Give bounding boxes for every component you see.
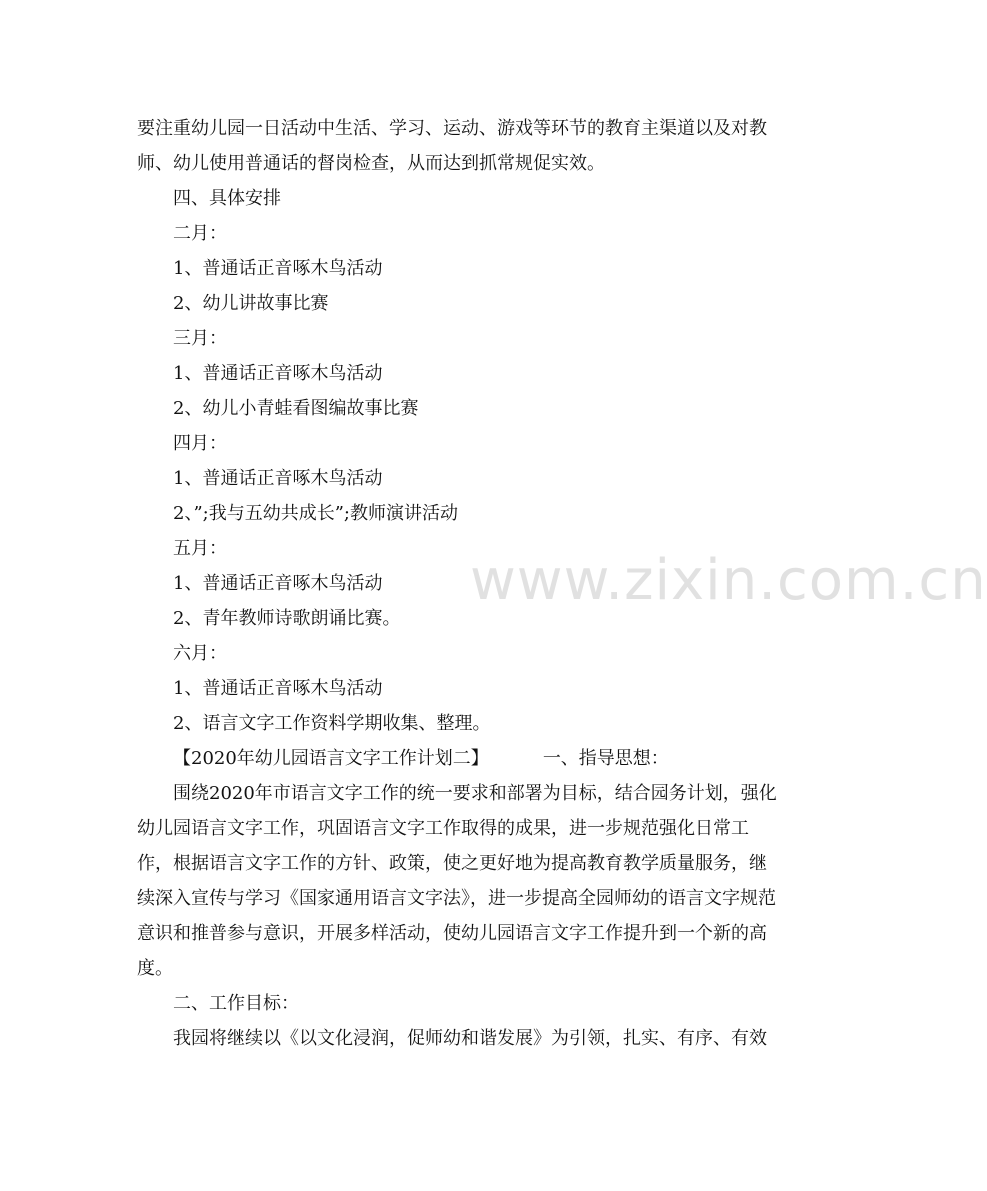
month-march: 三月： (173, 328, 227, 349)
list-item: 2、幼儿讲故事比赛 (173, 293, 329, 314)
list-item: 1、普通话正音啄木鸟活动 (173, 678, 383, 699)
section-heading-schedule: 四、具体安排 (173, 188, 281, 209)
list-item: 1、普通话正音啄木鸟活动 (173, 258, 383, 279)
watermark: www.zixin.com.cn (470, 548, 987, 613)
list-item: 2、”;我与五幼共成长”;教师演讲活动 (173, 503, 458, 524)
intro-paragraph: 要注重幼儿园一日活动中生活、学习、运动、游戏等环节的教育主渠道以及对教师、幼儿使用普通话的督岗检查，从而达到抓常规促实效。 (137, 118, 767, 174)
goal-heading: 二、工作目标： (173, 993, 299, 1014)
month-june: 六月： (173, 643, 227, 664)
body-paragraph: 围绕2020年市语言文字工作的统一要求和部署为目标，结合园务计划，强化幼儿园语言文字工作，巩固语言文字工作取得的成果，进一步规范强化日常工作，根据语言文字工作的方针、政策，使之更好地为提高教育教学质量服务，继续深入宣传与学习《国家通用语言文字法》，进一步提高全园师幼的语言文字规范意识和推普参与意识，开展多样活动，使幼儿园语言文字工作提升到一个新的高度。 (137, 783, 777, 979)
list-item: 1、普通话正音啄木鸟活动 (173, 468, 383, 489)
list-item: 2、幼儿小青蛙看图编故事比赛 (173, 398, 419, 419)
list-item: 1、普通话正音啄木鸟活动 (173, 573, 383, 594)
list-item: 1、普通话正音啄木鸟活动 (173, 363, 383, 384)
month-april: 四月： (173, 433, 227, 454)
section-title-line (137, 741, 777, 776)
last-paragraph: 我园将继续以《以文化浸润，促师幼和谐发展》为引领，扎实、有序、有效 (173, 1028, 767, 1049)
month-may: 五月： (173, 538, 227, 559)
month-february: 二月： (173, 223, 227, 244)
document-body (137, 111, 777, 1056)
list-item: 2、语言文字工作资料学期收集、整理。 (173, 713, 491, 734)
guiding-heading: 一、指导思想： (542, 748, 669, 769)
list-item: 2、青年教师诗歌朗诵比赛。 (173, 608, 401, 629)
section-title: 【2020年幼儿园语言文字工作计划二】 (173, 748, 489, 769)
